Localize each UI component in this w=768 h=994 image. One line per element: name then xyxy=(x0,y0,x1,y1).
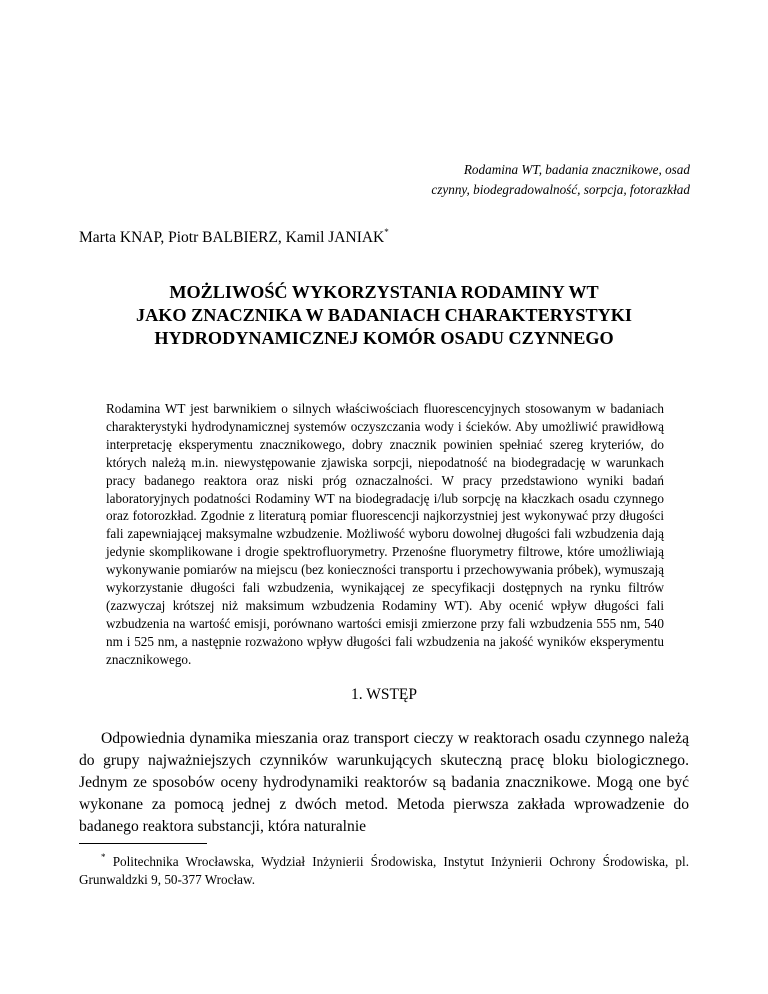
author-footnote-mark: * xyxy=(384,227,389,237)
keywords-block xyxy=(370,160,690,200)
title-line-2: JAKO ZNACZNIKA W BADANIACH CHARAKTERYSTYKI xyxy=(136,305,632,325)
footnote-divider xyxy=(79,843,207,844)
abstract: Rodamina WT jest barwnikiem o silnych właściwościach fluorescencyjnych stosowanym w badaniach charakterystyki hydrodynamicznej systemów oczyszczania wody i ścieków. Aby umożliwić prawidłową interpretację eksperymentu znacznikowego, dobry znacznik powinien spełniać szereg kryteriów, do których należą m.in. niewystępowanie zjawiska sorpcji, niepodatność na biodegradację w warunkach pracy badanego reaktora oraz niski próg oznaczalności. W pracy przedstawiono wyniki badań laboratoryjnych podatności Rodaminy WT na biodegradację i/lub sorpcję na kłaczkach osadu czynnego oraz fotorozkład. Zgodnie z literaturą pomiar fluorescencji najkorzystniej jest wykonywać przy długości fali zapewniającej maksymalne wzbudzenie. Możliwość wyboru dowolnej długości fali wzbudzenia dają jedynie skomplikowane i drogie spektrofluorymetry. Przenośne fluorymetry filtrowe, które umożliwiają wykonywanie pomiarów na miejscu (bez konieczności transportu i przechowywania próbek), wymuszają wykorzystanie długości fali wzbudzenia, wynikającej ze specyfikacji dostępnych na rynku filtrów (zazwyczaj krótszej niż maksimum wzbudzenia Rodaminy WT). Aby ocenić wpływ długości fali wzbudzenia na wartość emisji, porównano wartości emisji zmierzone przy fali wzbudzenia 555 nm, 540 nm i 525 nm, a następnie rozważono wpływ długości fali wzbudzenia na jakość wyników eksperymentu znacznikowego. xyxy=(106,401,664,667)
keywords-line-1: Rodamina WT, badania znacznikowe, osad xyxy=(463,162,690,177)
footnote-mark: * xyxy=(101,852,106,862)
title-line-1: MOŻLIWOŚĆ WYKORZYSTANIA RODAMINY WT xyxy=(169,282,599,302)
keywords-line-2: czynny, biodegradowalność, sorpcja, fotorazkład xyxy=(431,182,690,197)
body-paragraph: Odpowiednia dynamika mieszania oraz transport cieczy w reaktorach osadu czynnego należą do grupy najważniejszych czynników warunkujących skuteczną pracę bloku biologicznego. Jednym ze sposobów oceny hydrodynamiki reaktorów są badania znacznikowe. Mogą one być wykonane za pomocą jednej z dwóch metod. Metoda pierwsza zakłada wprowadzenie do badanego reaktora substancji, która naturalnie xyxy=(79,730,689,836)
footnote-text: Politechnika Wrocławska, Wydział Inżynierii Środowiska, Instytut Inżynierii Ochrony Środowiska, pl. Grunwaldzki 9, 50-377 Wrocław. xyxy=(79,854,689,887)
section-heading-introduction: 1. WSTĘP xyxy=(350,686,418,703)
footnote xyxy=(79,853,689,889)
author-names: Marta KNAP, Piotr BALBIERZ, Kamil JANIAK xyxy=(79,229,385,246)
title-line-3: HYDRODYNAMICZNEJ KOMÓR OSADU CZYNNEGO xyxy=(154,328,614,348)
paper-title xyxy=(79,281,689,350)
authors-line xyxy=(79,227,389,249)
